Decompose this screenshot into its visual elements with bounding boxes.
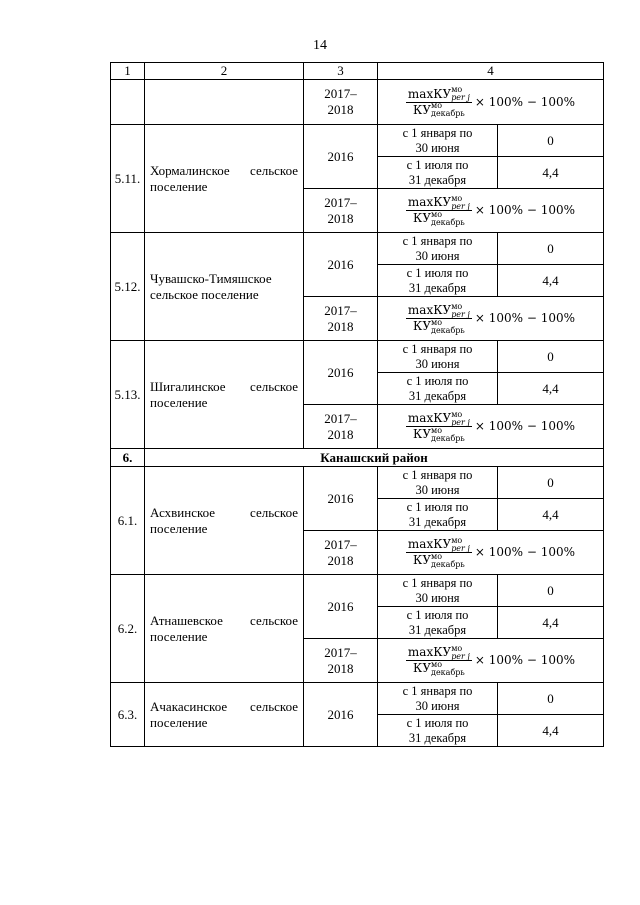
- value-jul-dec: 4,4: [498, 715, 604, 747]
- year-cell: 2017– 2018: [304, 80, 378, 125]
- year-2016: 2016: [304, 341, 378, 405]
- period-jan-jun: с 1 января по 30 июня: [378, 683, 498, 715]
- row-number: 5.13.: [111, 341, 145, 449]
- row-period-1: [111, 575, 604, 607]
- row-number: 6.1.: [111, 467, 145, 575]
- row-period-1: [111, 341, 604, 373]
- row-period-1: [111, 683, 604, 715]
- row-number: 5.11.: [111, 125, 145, 233]
- year-2017-2018: 2017– 2018: [304, 639, 378, 683]
- formula-cell: [378, 639, 604, 683]
- region-row: [111, 449, 604, 467]
- formula: maxКУ мо per j КУ мо декабрь × 100% − 100%: [407, 535, 576, 569]
- formula: maxКУ мо per j КУ мо декабрь × 100% − 100%: [407, 193, 576, 227]
- value-jul-dec: 4,4: [498, 265, 604, 297]
- formula-cell: [378, 80, 604, 125]
- row-number: 5.12.: [111, 233, 145, 341]
- period-jan-jun: с 1 января по 30 июня: [378, 575, 498, 607]
- period-jan-jun: с 1 января по 30 июня: [378, 125, 498, 157]
- period-jul-dec: с 1 июля по 31 декабря: [378, 373, 498, 405]
- period-jan-jun: с 1 января по 30 июня: [378, 341, 498, 373]
- period-jan-jun: с 1 января по 30 июня: [378, 467, 498, 499]
- settlement-name: Атнашевское сельское поселение: [145, 575, 304, 683]
- settlement-name: Хормалинское сельское поселение: [145, 125, 304, 233]
- year-2017-2018: 2017– 2018: [304, 297, 378, 341]
- region-name: Канашский район: [145, 449, 604, 467]
- fraction: maxКУ мо per j КУ мо декабрь: [407, 301, 470, 335]
- value-jul-dec: 4,4: [498, 157, 604, 189]
- value-jan-jun: 0: [498, 125, 604, 157]
- header-cell-4: 4: [378, 63, 604, 80]
- region-number: 6.: [111, 449, 145, 467]
- formula: maxКУ мо per j КУ мо декабрь × 100% − 100%: [407, 643, 576, 677]
- formula: maxКУ мо per j КУ мо декабрь × 100% − 100%: [407, 409, 576, 443]
- value-jan-jun: 0: [498, 467, 604, 499]
- period-jul-dec: с 1 июля по 31 декабря: [378, 715, 498, 747]
- continuation-row: [111, 80, 604, 125]
- fraction: maxКУ мо per j КУ мо декабрь: [407, 193, 470, 227]
- page-number: 14: [313, 38, 327, 53]
- fraction: maxКУ мо per j КУ мо декабрь: [407, 409, 470, 443]
- year-2016: 2016: [304, 575, 378, 639]
- value-jan-jun: 0: [498, 233, 604, 265]
- year-2017-2018: 2017– 2018: [304, 405, 378, 449]
- value-jul-dec: 4,4: [498, 373, 604, 405]
- row-period-1: [111, 233, 604, 265]
- header-cell-1: 1: [111, 63, 145, 80]
- value-jul-dec: 4,4: [498, 499, 604, 531]
- formula-cell: [378, 189, 604, 233]
- period-jan-jun: с 1 января по 30 июня: [378, 233, 498, 265]
- row-number: 6.2.: [111, 575, 145, 683]
- period-jul-dec: с 1 июля по 31 декабря: [378, 499, 498, 531]
- formula-cell: [378, 405, 604, 449]
- value-jan-jun: 0: [498, 575, 604, 607]
- name-cell: [145, 80, 304, 125]
- settlement-name: Асхвинское сельское поселение: [145, 467, 304, 575]
- year-2016: 2016: [304, 683, 378, 747]
- row-period-1: [111, 467, 604, 499]
- value-jul-dec: 4,4: [498, 607, 604, 639]
- year-2016: 2016: [304, 467, 378, 531]
- year-2017-2018: 2017– 2018: [304, 531, 378, 575]
- year-2017-2018: 2017– 2018: [304, 189, 378, 233]
- formula: maxКУ мо per j КУ мо декабрь × 100% − 100%: [407, 85, 576, 118]
- value-jan-jun: 0: [498, 341, 604, 373]
- num-cell: [111, 80, 145, 125]
- header-row: [111, 63, 604, 80]
- settlement-name: Чувашско-Тимяшское сельское поселение: [145, 233, 304, 341]
- settlement-name: Шигалинское сельское поселение: [145, 341, 304, 449]
- header-cell-2: 2: [145, 63, 304, 80]
- year-2016: 2016: [304, 233, 378, 297]
- value-jan-jun: 0: [498, 683, 604, 715]
- row-period-1: [111, 125, 604, 157]
- header-cell-3: 3: [304, 63, 378, 80]
- fraction: maxКУ мо per j КУ мо декабрь: [407, 85, 470, 118]
- formula-cell: [378, 531, 604, 575]
- period-jul-dec: с 1 июля по 31 декабря: [378, 157, 498, 189]
- fraction: maxКУ мо per j КУ мо декабрь: [407, 643, 470, 677]
- period-jul-dec: с 1 июля по 31 декабря: [378, 265, 498, 297]
- settlement-name: Ачакасинское сельское поселение: [145, 683, 304, 747]
- year-2016: 2016: [304, 125, 378, 189]
- tariff-table: [110, 62, 604, 747]
- row-number: 6.3.: [111, 683, 145, 747]
- formula-cell: [378, 297, 604, 341]
- formula: maxКУ мо per j КУ мо декабрь × 100% − 100%: [407, 301, 576, 335]
- period-jul-dec: с 1 июля по 31 декабря: [378, 607, 498, 639]
- fraction: maxКУ мо per j КУ мо декабрь: [407, 535, 470, 569]
